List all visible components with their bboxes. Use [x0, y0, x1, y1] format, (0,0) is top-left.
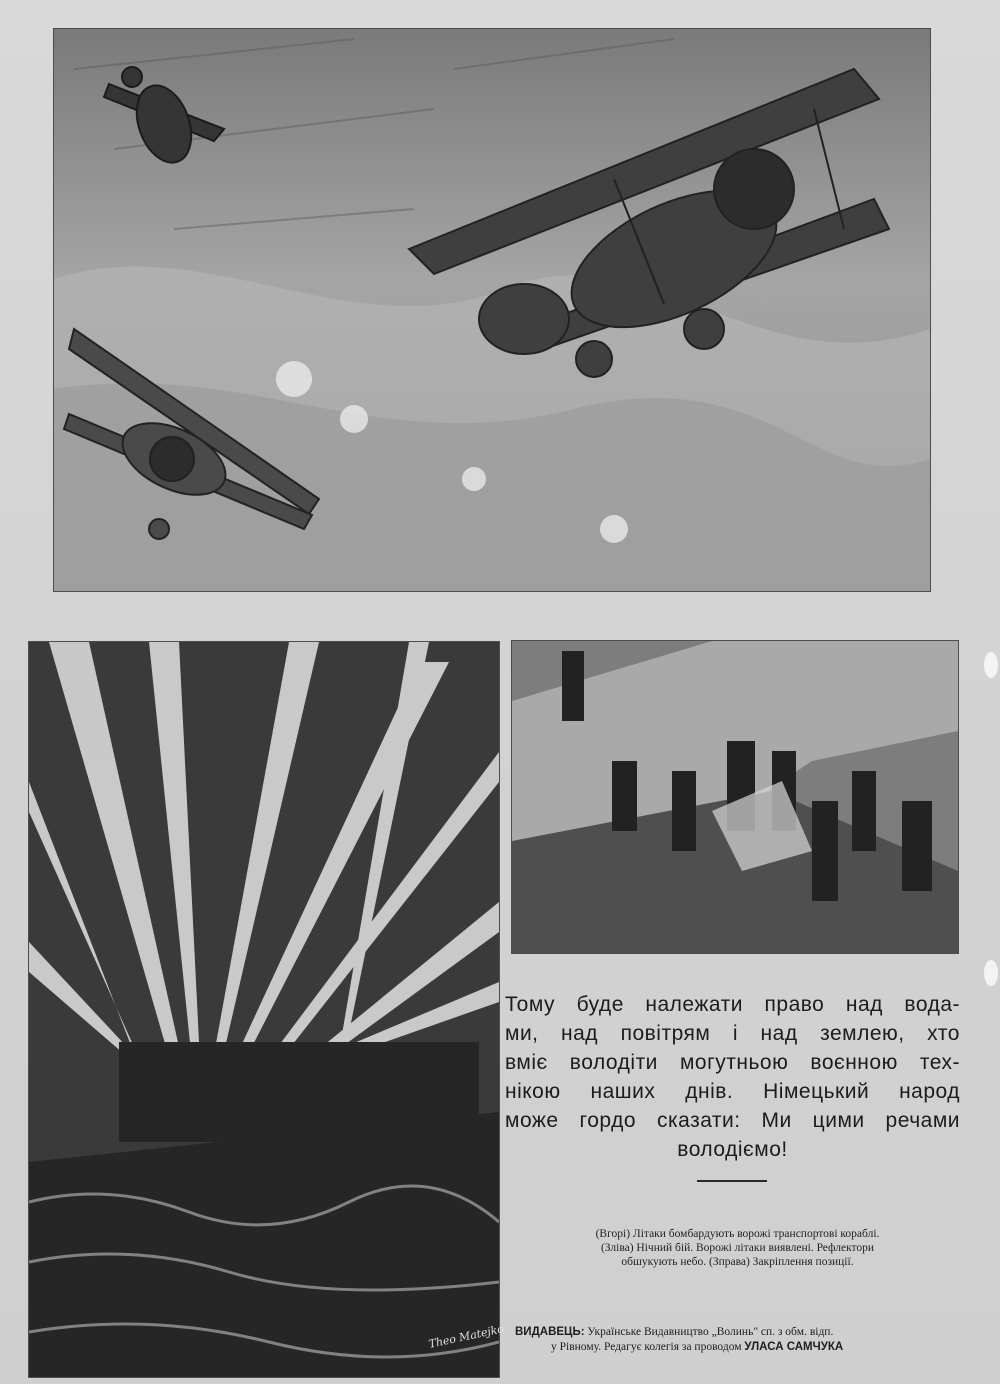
publisher-line-2: [515, 1340, 970, 1355]
quote-line-4: нікою наших днів. Німецький народ: [505, 1080, 960, 1103]
illustration-searchlights: [28, 641, 500, 1378]
photo-caption: [515, 1227, 960, 1269]
caption-line-2: (Зліва) Нічний бій. Ворожі літаки виявлені. Рефлектори: [600, 1242, 875, 1254]
quote-line-2: ми, над повітрям і над землею, хто: [505, 1022, 960, 1045]
night-searchlights-illustration: [29, 642, 499, 1377]
biplanes-air-battle-illustration: [54, 29, 930, 591]
quote-line-6: володіємо!: [677, 1138, 788, 1161]
quote-line-1: Тому буде належати право над вода-: [505, 993, 960, 1016]
punch-hole: [984, 960, 998, 986]
photo-soldiers: [511, 640, 959, 954]
punch-hole: [984, 652, 998, 678]
artist-signature: Theo Matejko: [427, 1322, 506, 1351]
editorial-note: у Рівному. Редагує колегія за проводом: [551, 1341, 742, 1353]
publisher-line-1: [515, 1325, 970, 1340]
illustration-biplanes: [53, 28, 931, 592]
caption-line-3: обшукують небо. (Зправа) Закріплення позиції.: [621, 1256, 854, 1268]
quote-line-5: може гордо сказати: Ми цими речами: [505, 1109, 960, 1132]
publisher-name: Українське Видавництво „Волинь" сп. з обм. відп.: [587, 1326, 834, 1338]
publisher-imprint: [515, 1325, 970, 1355]
publisher-label: ВИДАВЕЦЬ:: [515, 1326, 585, 1338]
main-quote: [505, 990, 960, 1164]
quote-line-3: вміє володіти могутньою воєнною тех-: [505, 1051, 960, 1074]
divider-rule: [697, 1180, 767, 1182]
editor-name: УЛАСА САМЧУКА: [744, 1341, 844, 1353]
soldiers-fortifying-position-photo: [512, 641, 958, 953]
caption-line-1: (Вгорі) Літаки бомбардують ворожі транспортові кораблі.: [595, 1228, 880, 1240]
